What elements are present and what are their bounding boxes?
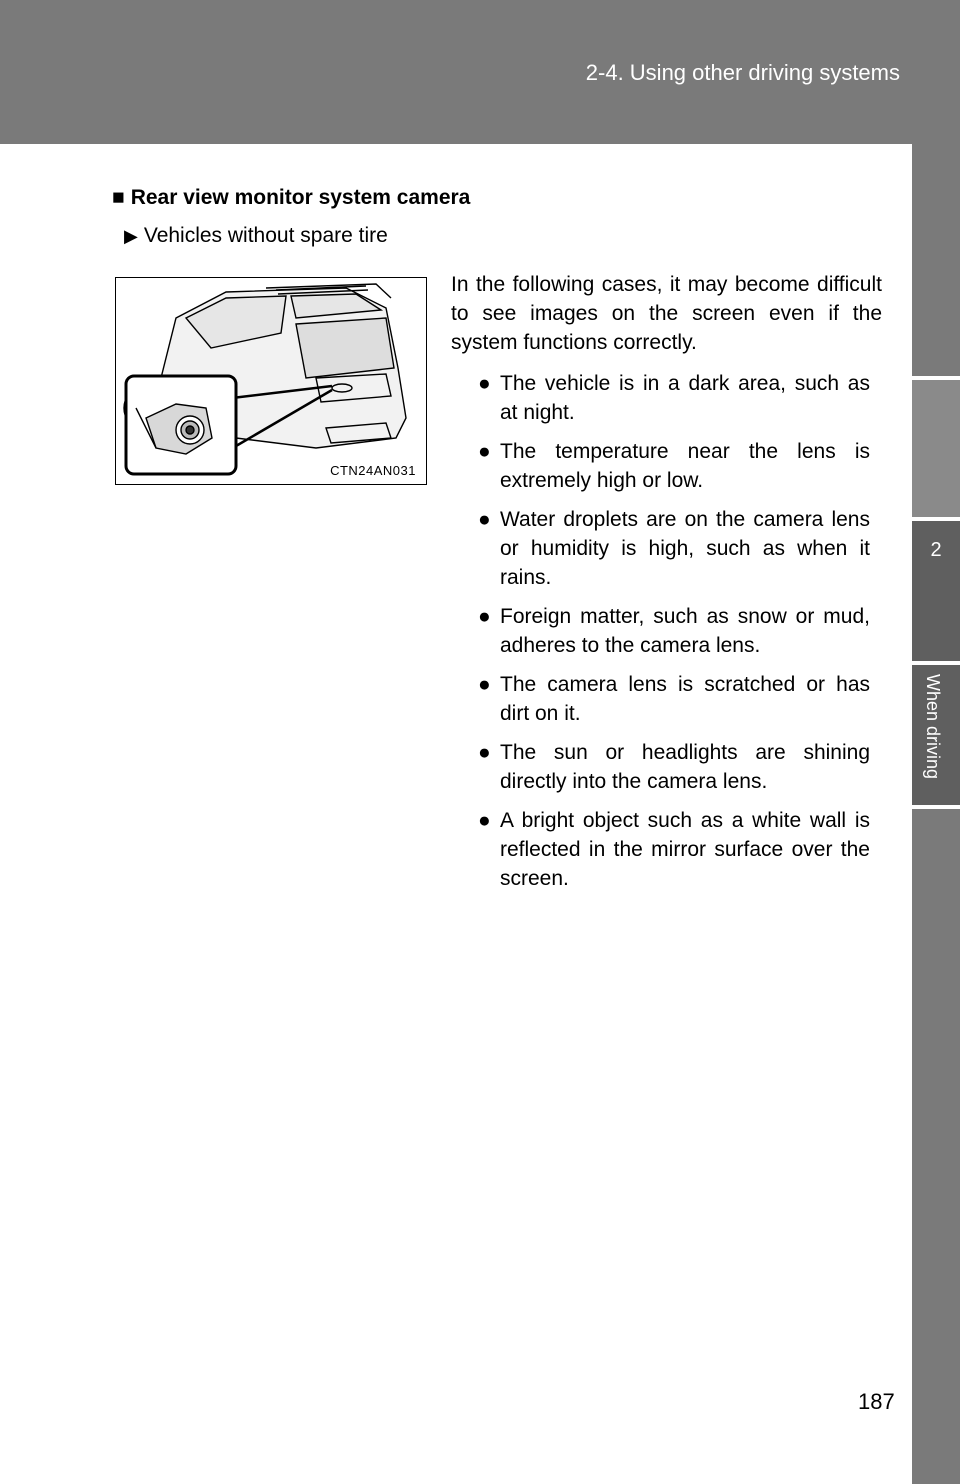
list-item: ● The temperature near the lens is extremely high or low. — [478, 437, 870, 495]
list-item: ● A bright object such as a white wall is reflected in the mirror surface over the screen. — [478, 806, 870, 893]
section-title: Rear view monitor system camera — [130, 186, 471, 209]
figure-code: CTN24AN031 — [330, 463, 416, 478]
chapter-number: 2 — [930, 539, 942, 561]
bullet-dot-icon: ● — [478, 372, 491, 395]
list-item: ● Water droplets are on the camera lens or humidity is high, such as when it rains. — [478, 505, 870, 592]
vehicle-rear-camera-drawing — [116, 278, 426, 484]
bullet-dot-icon: ● — [478, 673, 491, 696]
side-tab-upper — [912, 380, 960, 517]
chapter-side-tab — [912, 144, 960, 1484]
page-header — [0, 0, 960, 144]
section-heading — [112, 186, 470, 210]
list-item: ● The sun or headlights are shining directly into the camera lens. — [478, 738, 870, 796]
bullet-dot-icon: ● — [478, 605, 491, 628]
page-number: 187 — [858, 1389, 895, 1414]
conditions-list — [478, 369, 870, 903]
chapter-label: When driving — [923, 674, 943, 780]
header-title: 2-4. Using other driving systems — [585, 60, 900, 85]
bullet-dot-icon: ● — [478, 809, 491, 832]
side-tab-bottom — [912, 809, 960, 1484]
list-item: ● The camera lens is scratched or has dirt on it. — [478, 670, 870, 728]
intro-paragraph: In the following cases, it may become difficult to see images on the screen even if the system functions correctly. — [451, 273, 882, 354]
arrow-icon: ▶ — [124, 226, 138, 246]
bullet-dot-icon: ● — [478, 741, 491, 764]
list-item: ● Foreign matter, such as snow or mud, adheres to the camera lens. — [478, 602, 870, 660]
bullet-dot-icon: ● — [478, 440, 491, 463]
sub-heading — [124, 224, 388, 248]
list-item: ● The vehicle is in a dark area, such as at night. — [478, 369, 870, 427]
sub-heading-text: Vehicles without spare tire — [143, 224, 388, 247]
camera-illustration — [115, 277, 427, 485]
side-tab-top — [912, 144, 960, 376]
bullet-dot-icon: ● — [478, 508, 491, 531]
square-bullet-icon: ■ — [112, 186, 125, 209]
